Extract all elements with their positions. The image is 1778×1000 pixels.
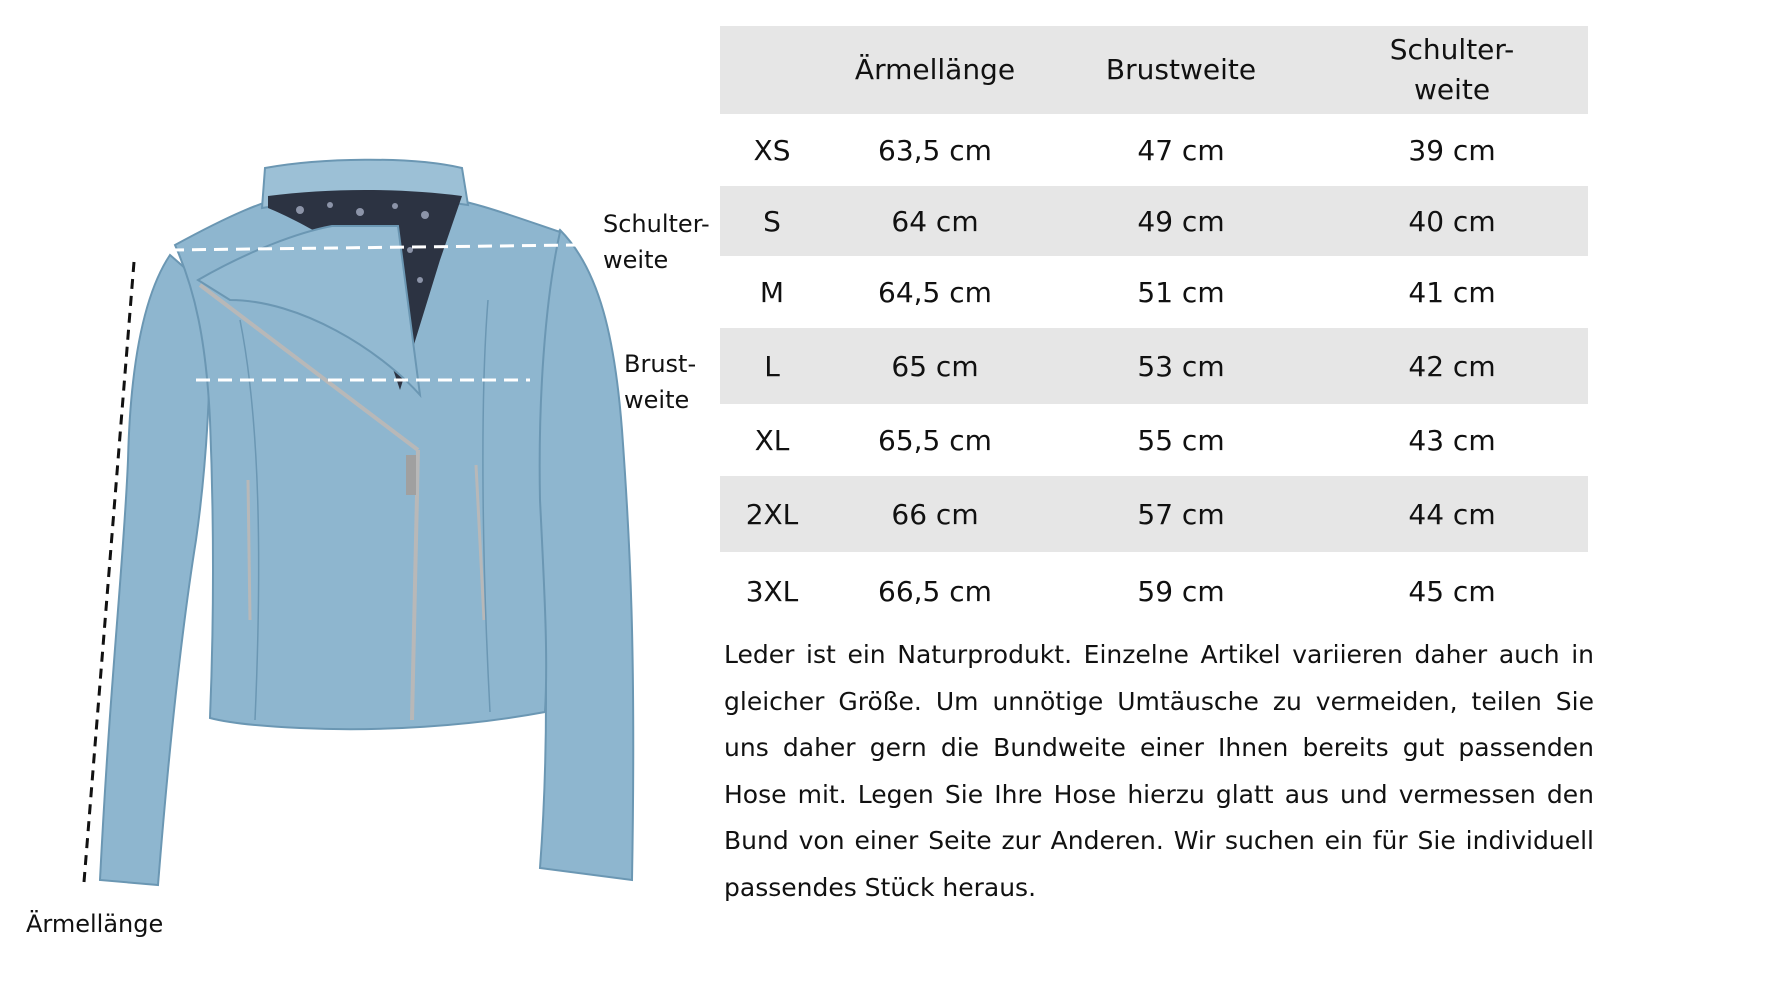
cell-shoulder-width: 42 cm [1316, 328, 1588, 404]
header-shoulder-width: Schulter- weite [1316, 26, 1588, 114]
cell-shoulder-width: 45 cm [1408, 574, 1496, 608]
cell-size: M [759, 275, 785, 309]
cell-chest-width: 57 cm [1046, 476, 1316, 552]
cell-chest-width: 51 cm [1137, 275, 1225, 309]
header-size [720, 26, 824, 114]
cell-chest-width: 59 cm [1137, 574, 1225, 608]
header-sleeve-length: Ärmellänge [824, 26, 1046, 114]
cell-sleeve-length: 66,5 cm [878, 574, 992, 608]
table-row [720, 552, 1588, 630]
shoulder-width-label [603, 206, 710, 278]
cell-size: XL [754, 423, 790, 457]
cell-sleeve-length: 65 cm [824, 328, 1046, 404]
cell-sleeve-length: 65,5 cm [878, 423, 992, 457]
cell-shoulder-width: 41 cm [1408, 275, 1496, 309]
cell-size: XS [753, 133, 791, 167]
table-row [720, 114, 1588, 186]
cell-chest-width: 55 cm [1137, 423, 1225, 457]
cell-shoulder-width: 39 cm [1408, 133, 1496, 167]
cell-chest-width: 49 cm [1046, 186, 1316, 256]
cell-chest-width: 53 cm [1046, 328, 1316, 404]
table-row [720, 404, 1588, 476]
cell-size: L [720, 328, 824, 404]
left-sleeve [100, 255, 210, 885]
cell-sleeve-length: 66 cm [824, 476, 1046, 552]
chest-width-label-line2: weite [624, 386, 690, 414]
cell-shoulder-width: 43 cm [1408, 423, 1496, 457]
table-header-row [720, 26, 1588, 114]
zipper-pull [406, 455, 416, 495]
cell-sleeve-length: 64,5 cm [878, 275, 992, 309]
shoulder-width-label-line2: weite [603, 246, 669, 274]
table-row [720, 476, 1588, 552]
cell-shoulder-width: 44 cm [1316, 476, 1588, 552]
chest-width-label-line1: Brust- [624, 350, 697, 378]
leather-note: Leder ist ein Naturprodukt. Einzelne Artikel variieren daher auch in gleicher Größe. Um unnötige Umtäusche zu vermeiden, teilen Sie uns daher gern die Bundweite einer Ihnen bereits gut passenden Hose mit. Legen Sie Ihre Hose hierzu glatt aus und vermessen den Bund von einer Seite zur Anderen. Wir suchen ein für Sie individuell passendes Stück heraus. [724, 640, 1594, 902]
left-pocket-zip [248, 480, 250, 620]
shoulder-width-label-line1: Schulter- [603, 210, 710, 238]
size-table [720, 26, 1588, 630]
cell-size: 2XL [720, 476, 824, 552]
header-chest-width: Brustweite [1046, 26, 1316, 114]
cell-size: 3XL [745, 574, 799, 608]
cell-chest-width: 47 cm [1137, 133, 1225, 167]
jacket-illustration [0, 0, 730, 1000]
table-row [720, 256, 1588, 328]
chest-width-label [624, 346, 696, 418]
jacket-figure [0, 0, 730, 1000]
cell-sleeve-length: 64 cm [824, 186, 1046, 256]
cell-size: S [720, 186, 824, 256]
table-row [720, 186, 1588, 256]
table-row [720, 328, 1588, 404]
sleeve-length-label: Ärmellänge [26, 910, 164, 938]
cell-sleeve-length: 63,5 cm [878, 133, 992, 167]
cell-shoulder-width: 40 cm [1316, 186, 1588, 256]
